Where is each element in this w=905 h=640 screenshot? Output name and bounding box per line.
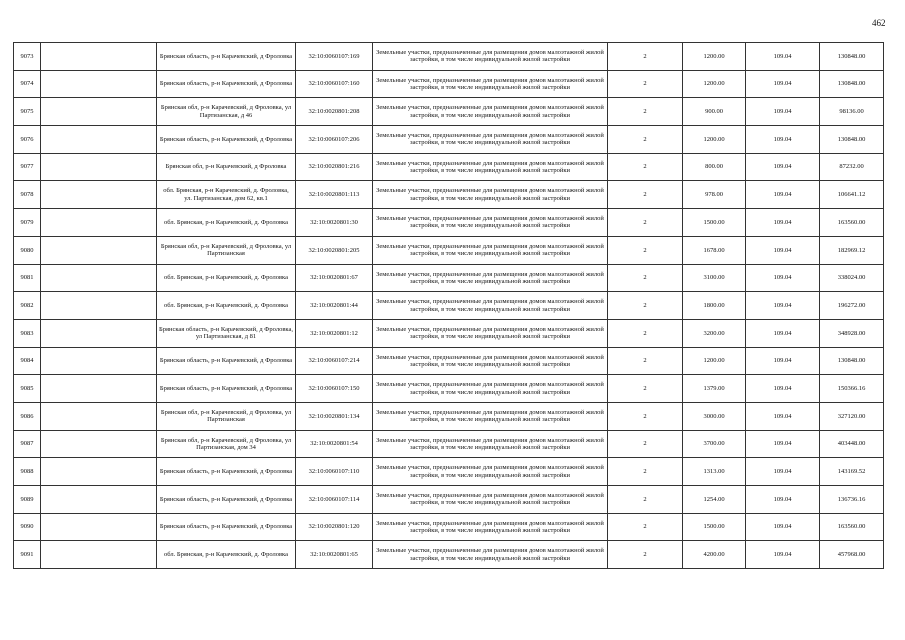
page-number: 462 [872, 18, 886, 28]
table-row [14, 347, 884, 375]
cadastral-number-cell: 32:10:0060107:206 [296, 126, 373, 154]
table-row [14, 375, 884, 403]
land-use-cell: Земельные участки, предназначенные для размещения домов малоэтажной жилой застройки, в том числе индивидуальной жилой застройки [373, 181, 608, 209]
spacer-cell [41, 153, 157, 181]
cadastral-number-cell: 32:10:0020801:208 [296, 98, 373, 126]
cadastral-value-cell: 130848.00 [820, 126, 884, 154]
address-cell: Брянская область, р-н Карачевский, д Фроловка [157, 458, 296, 486]
land-use-cell: Земельные участки, предназначенные для размещения домов малоэтажной жилой застройки, в том числе индивидуальной жилой застройки [373, 126, 608, 154]
land-use-cell: Земельные участки, предназначенные для размещения домов малоэтажной жилой застройки, в том числе индивидуальной жилой застройки [373, 513, 608, 541]
area-cell: 1200.00 [683, 126, 746, 154]
area-cell: 1313.00 [683, 458, 746, 486]
row-number: 9090 [14, 513, 41, 541]
specific-value-cell: 109.04 [746, 375, 820, 403]
cadastral-number-cell: 32:10:0020801:134 [296, 402, 373, 430]
group-cell: 2 [608, 153, 683, 181]
spacer-cell [41, 375, 157, 403]
cadastral-value-cell: 98136.00 [820, 98, 884, 126]
area-cell: 1200.00 [683, 43, 746, 71]
address-cell: Брянская область, р-н Карачевский, д Фроловка [157, 126, 296, 154]
cadastral-value-cell: 130848.00 [820, 43, 884, 71]
cadastral-number-cell: 32:10:0020801:205 [296, 236, 373, 264]
group-cell: 2 [608, 541, 683, 569]
row-number: 9091 [14, 541, 41, 569]
spacer-cell [41, 236, 157, 264]
area-cell: 978.00 [683, 181, 746, 209]
land-use-cell: Земельные участки, предназначенные для размещения домов малоэтажной жилой застройки, в том числе индивидуальной жилой застройки [373, 209, 608, 237]
cadastral-number-cell: 32:10:0020801:67 [296, 264, 373, 292]
table-row [14, 513, 884, 541]
land-use-cell: Земельные участки, предназначенные для размещения домов малоэтажной жилой застройки, в том числе индивидуальной жилой застройки [373, 70, 608, 98]
row-number: 9083 [14, 319, 41, 347]
group-cell: 2 [608, 292, 683, 320]
cadastral-number-cell: 32:10:0060107:110 [296, 458, 373, 486]
cadastral-value-cell: 130848.00 [820, 70, 884, 98]
area-cell: 900.00 [683, 98, 746, 126]
cadastral-value-cell: 457968.00 [820, 541, 884, 569]
address-cell: Брянская область, р-н Карачевский, д Фроловка [157, 513, 296, 541]
address-cell: Брянская область, р-н Карачевский, д Фроловка [157, 486, 296, 514]
group-cell: 2 [608, 375, 683, 403]
cadastral-number-cell: 32:10:0020801:12 [296, 319, 373, 347]
area-cell: 3000.00 [683, 402, 746, 430]
land-use-cell: Земельные участки, предназначенные для размещения домов малоэтажной жилой застройки, в том числе индивидуальной жилой застройки [373, 375, 608, 403]
spacer-cell [41, 70, 157, 98]
cadastral-number-cell: 32:10:0020801:113 [296, 181, 373, 209]
row-number: 9077 [14, 153, 41, 181]
table-row [14, 264, 884, 292]
cadastral-value-cell: 143169.52 [820, 458, 884, 486]
address-cell: обл. Брянская, р-н Карачевский, д. Фроловка [157, 209, 296, 237]
cadastral-number-cell: 32:10:0060107:150 [296, 375, 373, 403]
row-number: 9086 [14, 402, 41, 430]
table-row [14, 486, 884, 514]
row-number: 9089 [14, 486, 41, 514]
spacer-cell [41, 513, 157, 541]
address-cell: Брянская обл, р-н Карачевский, д Фроловка, ул Партизанская [157, 402, 296, 430]
land-use-cell: Земельные участки, предназначенные для размещения домов малоэтажной жилой застройки, в том числе индивидуальной жилой застройки [373, 98, 608, 126]
specific-value-cell: 109.04 [746, 153, 820, 181]
group-cell: 2 [608, 209, 683, 237]
group-cell: 2 [608, 430, 683, 458]
specific-value-cell: 109.04 [746, 430, 820, 458]
cadastral-number-cell: 32:10:0020801:30 [296, 209, 373, 237]
land-use-cell: Земельные участки, предназначенные для размещения домов малоэтажной жилой застройки, в том числе индивидуальной жилой застройки [373, 292, 608, 320]
spacer-cell [41, 43, 157, 71]
address-cell: Брянская область, р-н Карачевский, д Фроловка [157, 375, 296, 403]
address-cell: Брянская область, р-н Карачевский, д Фроловка [157, 43, 296, 71]
area-cell: 1200.00 [683, 347, 746, 375]
area-cell: 4200.00 [683, 541, 746, 569]
spacer-cell [41, 292, 157, 320]
cadastral-number-cell: 32:10:0020801:44 [296, 292, 373, 320]
address-cell: Брянская обл, р-н Карачевский, д Фроловка, ул Партизанская, дом 34 [157, 430, 296, 458]
specific-value-cell: 109.04 [746, 319, 820, 347]
table-row [14, 98, 884, 126]
land-use-cell: Земельные участки, предназначенные для размещения домов малоэтажной жилой застройки, в том числе индивидуальной жилой застройки [373, 347, 608, 375]
area-cell: 3700.00 [683, 430, 746, 458]
row-number: 9087 [14, 430, 41, 458]
cadastral-value-cell: 87232.00 [820, 153, 884, 181]
cadastral-value-cell: 327120.00 [820, 402, 884, 430]
address-cell: обл. Брянская, р-н Карачевский, д. Фроловка [157, 292, 296, 320]
row-number: 9075 [14, 98, 41, 126]
table-row [14, 319, 884, 347]
group-cell: 2 [608, 347, 683, 375]
cadastral-value-cell: 196272.00 [820, 292, 884, 320]
spacer-cell [41, 264, 157, 292]
cadastral-value-cell: 106641.12 [820, 181, 884, 209]
area-cell: 1500.00 [683, 513, 746, 541]
address-cell: Брянская обл, р-н Карачевский, д Фроловка, ул Партизанская, д 46 [157, 98, 296, 126]
group-cell: 2 [608, 402, 683, 430]
table-row [14, 292, 884, 320]
land-use-cell: Земельные участки, предназначенные для размещения домов малоэтажной жилой застройки, в том числе индивидуальной жилой застройки [373, 319, 608, 347]
group-cell: 2 [608, 181, 683, 209]
address-cell: Брянская обл, р-н Карачевский, д Фроловка, ул Партизанская [157, 236, 296, 264]
cadastral-number-cell: 32:10:0020801:65 [296, 541, 373, 569]
spacer-cell [41, 402, 157, 430]
spacer-cell [41, 430, 157, 458]
cadastral-number-cell: 32:10:0020801:120 [296, 513, 373, 541]
land-use-cell: Земельные участки, предназначенные для размещения домов малоэтажной жилой застройки, в том числе индивидуальной жилой застройки [373, 430, 608, 458]
land-use-cell: Земельные участки, предназначенные для размещения домов малоэтажной жилой застройки, в том числе индивидуальной жилой застройки [373, 43, 608, 71]
row-number: 9084 [14, 347, 41, 375]
table-row [14, 541, 884, 569]
area-cell: 1379.00 [683, 375, 746, 403]
table-row [14, 430, 884, 458]
spacer-cell [41, 347, 157, 375]
spacer-cell [41, 181, 157, 209]
area-cell: 1200.00 [683, 70, 746, 98]
row-number: 9081 [14, 264, 41, 292]
area-cell: 3100.00 [683, 264, 746, 292]
specific-value-cell: 109.04 [746, 347, 820, 375]
cadastral-number-cell: 32:10:0060107:214 [296, 347, 373, 375]
area-cell: 1800.00 [683, 292, 746, 320]
specific-value-cell: 109.04 [746, 209, 820, 237]
specific-value-cell: 109.04 [746, 70, 820, 98]
spacer-cell [41, 458, 157, 486]
specific-value-cell: 109.04 [746, 43, 820, 71]
specific-value-cell: 109.04 [746, 513, 820, 541]
row-number: 9079 [14, 209, 41, 237]
cadastral-value-cell: 130848.00 [820, 347, 884, 375]
land-use-cell: Земельные участки, предназначенные для размещения домов малоэтажной жилой застройки, в том числе индивидуальной жилой застройки [373, 153, 608, 181]
land-use-cell: Земельные участки, предназначенные для размещения домов малоэтажной жилой застройки, в том числе индивидуальной жилой застройки [373, 541, 608, 569]
address-cell: Брянская область, р-н Карачевский, д Фроловка [157, 70, 296, 98]
land-use-cell: Земельные участки, предназначенные для размещения домов малоэтажной жилой застройки, в том числе индивидуальной жилой застройки [373, 486, 608, 514]
cadastral-value-cell: 182969.12 [820, 236, 884, 264]
specific-value-cell: 109.04 [746, 486, 820, 514]
cadastral-value-cell: 150366.16 [820, 375, 884, 403]
group-cell: 2 [608, 458, 683, 486]
group-cell: 2 [608, 486, 683, 514]
row-number: 9085 [14, 375, 41, 403]
spacer-cell [41, 319, 157, 347]
table-row [14, 236, 884, 264]
spacer-cell [41, 126, 157, 154]
cadastral-value-cell: 136736.16 [820, 486, 884, 514]
table-row [14, 153, 884, 181]
spacer-cell [41, 541, 157, 569]
cadastral-number-cell: 32:10:0020801:216 [296, 153, 373, 181]
row-number: 9076 [14, 126, 41, 154]
specific-value-cell: 109.04 [746, 98, 820, 126]
cadastral-number-cell: 32:10:0060107:114 [296, 486, 373, 514]
group-cell: 2 [608, 126, 683, 154]
table-row [14, 402, 884, 430]
group-cell: 2 [608, 319, 683, 347]
area-cell: 1500.00 [683, 209, 746, 237]
address-cell: Брянская область, р-н Карачевский, д Фроловка [157, 347, 296, 375]
row-number: 9082 [14, 292, 41, 320]
land-use-cell: Земельные участки, предназначенные для размещения домов малоэтажной жилой застройки, в том числе индивидуальной жилой застройки [373, 264, 608, 292]
cadastral-value-table [13, 42, 884, 569]
cadastral-number-cell: 32:10:0020801:54 [296, 430, 373, 458]
specific-value-cell: 109.04 [746, 292, 820, 320]
table-row [14, 70, 884, 98]
specific-value-cell: 109.04 [746, 126, 820, 154]
group-cell: 2 [608, 513, 683, 541]
cadastral-value-cell: 348928.00 [820, 319, 884, 347]
cadastral-value-cell: 163560.00 [820, 209, 884, 237]
cadastral-value-cell: 338024.00 [820, 264, 884, 292]
cadastral-number-cell: 32:10:0060107:160 [296, 70, 373, 98]
address-cell: обл. Брянская, р-н Карачевский, д. Фроловка [157, 264, 296, 292]
row-number: 9074 [14, 70, 41, 98]
land-use-cell: Земельные участки, предназначенные для размещения домов малоэтажной жилой застройки, в том числе индивидуальной жилой застройки [373, 458, 608, 486]
address-cell: Брянская область, р-н Карачевский, д Фроловка, ул Партизанская, д 81 [157, 319, 296, 347]
cadastral-number-cell: 32:10:0060107:169 [296, 43, 373, 71]
area-cell: 3200.00 [683, 319, 746, 347]
spacer-cell [41, 98, 157, 126]
specific-value-cell: 109.04 [746, 264, 820, 292]
table-row [14, 458, 884, 486]
specific-value-cell: 109.04 [746, 181, 820, 209]
area-cell: 1678.00 [683, 236, 746, 264]
address-cell: обл. Брянская, р-н Карачевский, д. Фроловка [157, 541, 296, 569]
group-cell: 2 [608, 98, 683, 126]
spacer-cell [41, 486, 157, 514]
address-cell: обл. Брянская, р-н Карачевский, д. Фроловка, ул. Партизанская, дом 62, кв.1 [157, 181, 296, 209]
row-number: 9078 [14, 181, 41, 209]
specific-value-cell: 109.04 [746, 458, 820, 486]
address-cell: Брянская обл, р-н Карачевский, д Фроловка [157, 153, 296, 181]
table-row [14, 209, 884, 237]
row-number: 9088 [14, 458, 41, 486]
cadastral-value-cell: 403448.00 [820, 430, 884, 458]
table-row [14, 126, 884, 154]
land-use-cell: Земельные участки, предназначенные для размещения домов малоэтажной жилой застройки, в том числе индивидуальной жилой застройки [373, 236, 608, 264]
cadastral-value-cell: 163560.00 [820, 513, 884, 541]
area-cell: 800.00 [683, 153, 746, 181]
group-cell: 2 [608, 264, 683, 292]
table-row [14, 181, 884, 209]
land-use-cell: Земельные участки, предназначенные для размещения домов малоэтажной жилой застройки, в том числе индивидуальной жилой застройки [373, 402, 608, 430]
spacer-cell [41, 209, 157, 237]
table-row [14, 43, 884, 71]
group-cell: 2 [608, 236, 683, 264]
specific-value-cell: 109.04 [746, 236, 820, 264]
row-number: 9073 [14, 43, 41, 71]
group-cell: 2 [608, 70, 683, 98]
specific-value-cell: 109.04 [746, 541, 820, 569]
row-number: 9080 [14, 236, 41, 264]
area-cell: 1254.00 [683, 486, 746, 514]
group-cell: 2 [608, 43, 683, 71]
specific-value-cell: 109.04 [746, 402, 820, 430]
